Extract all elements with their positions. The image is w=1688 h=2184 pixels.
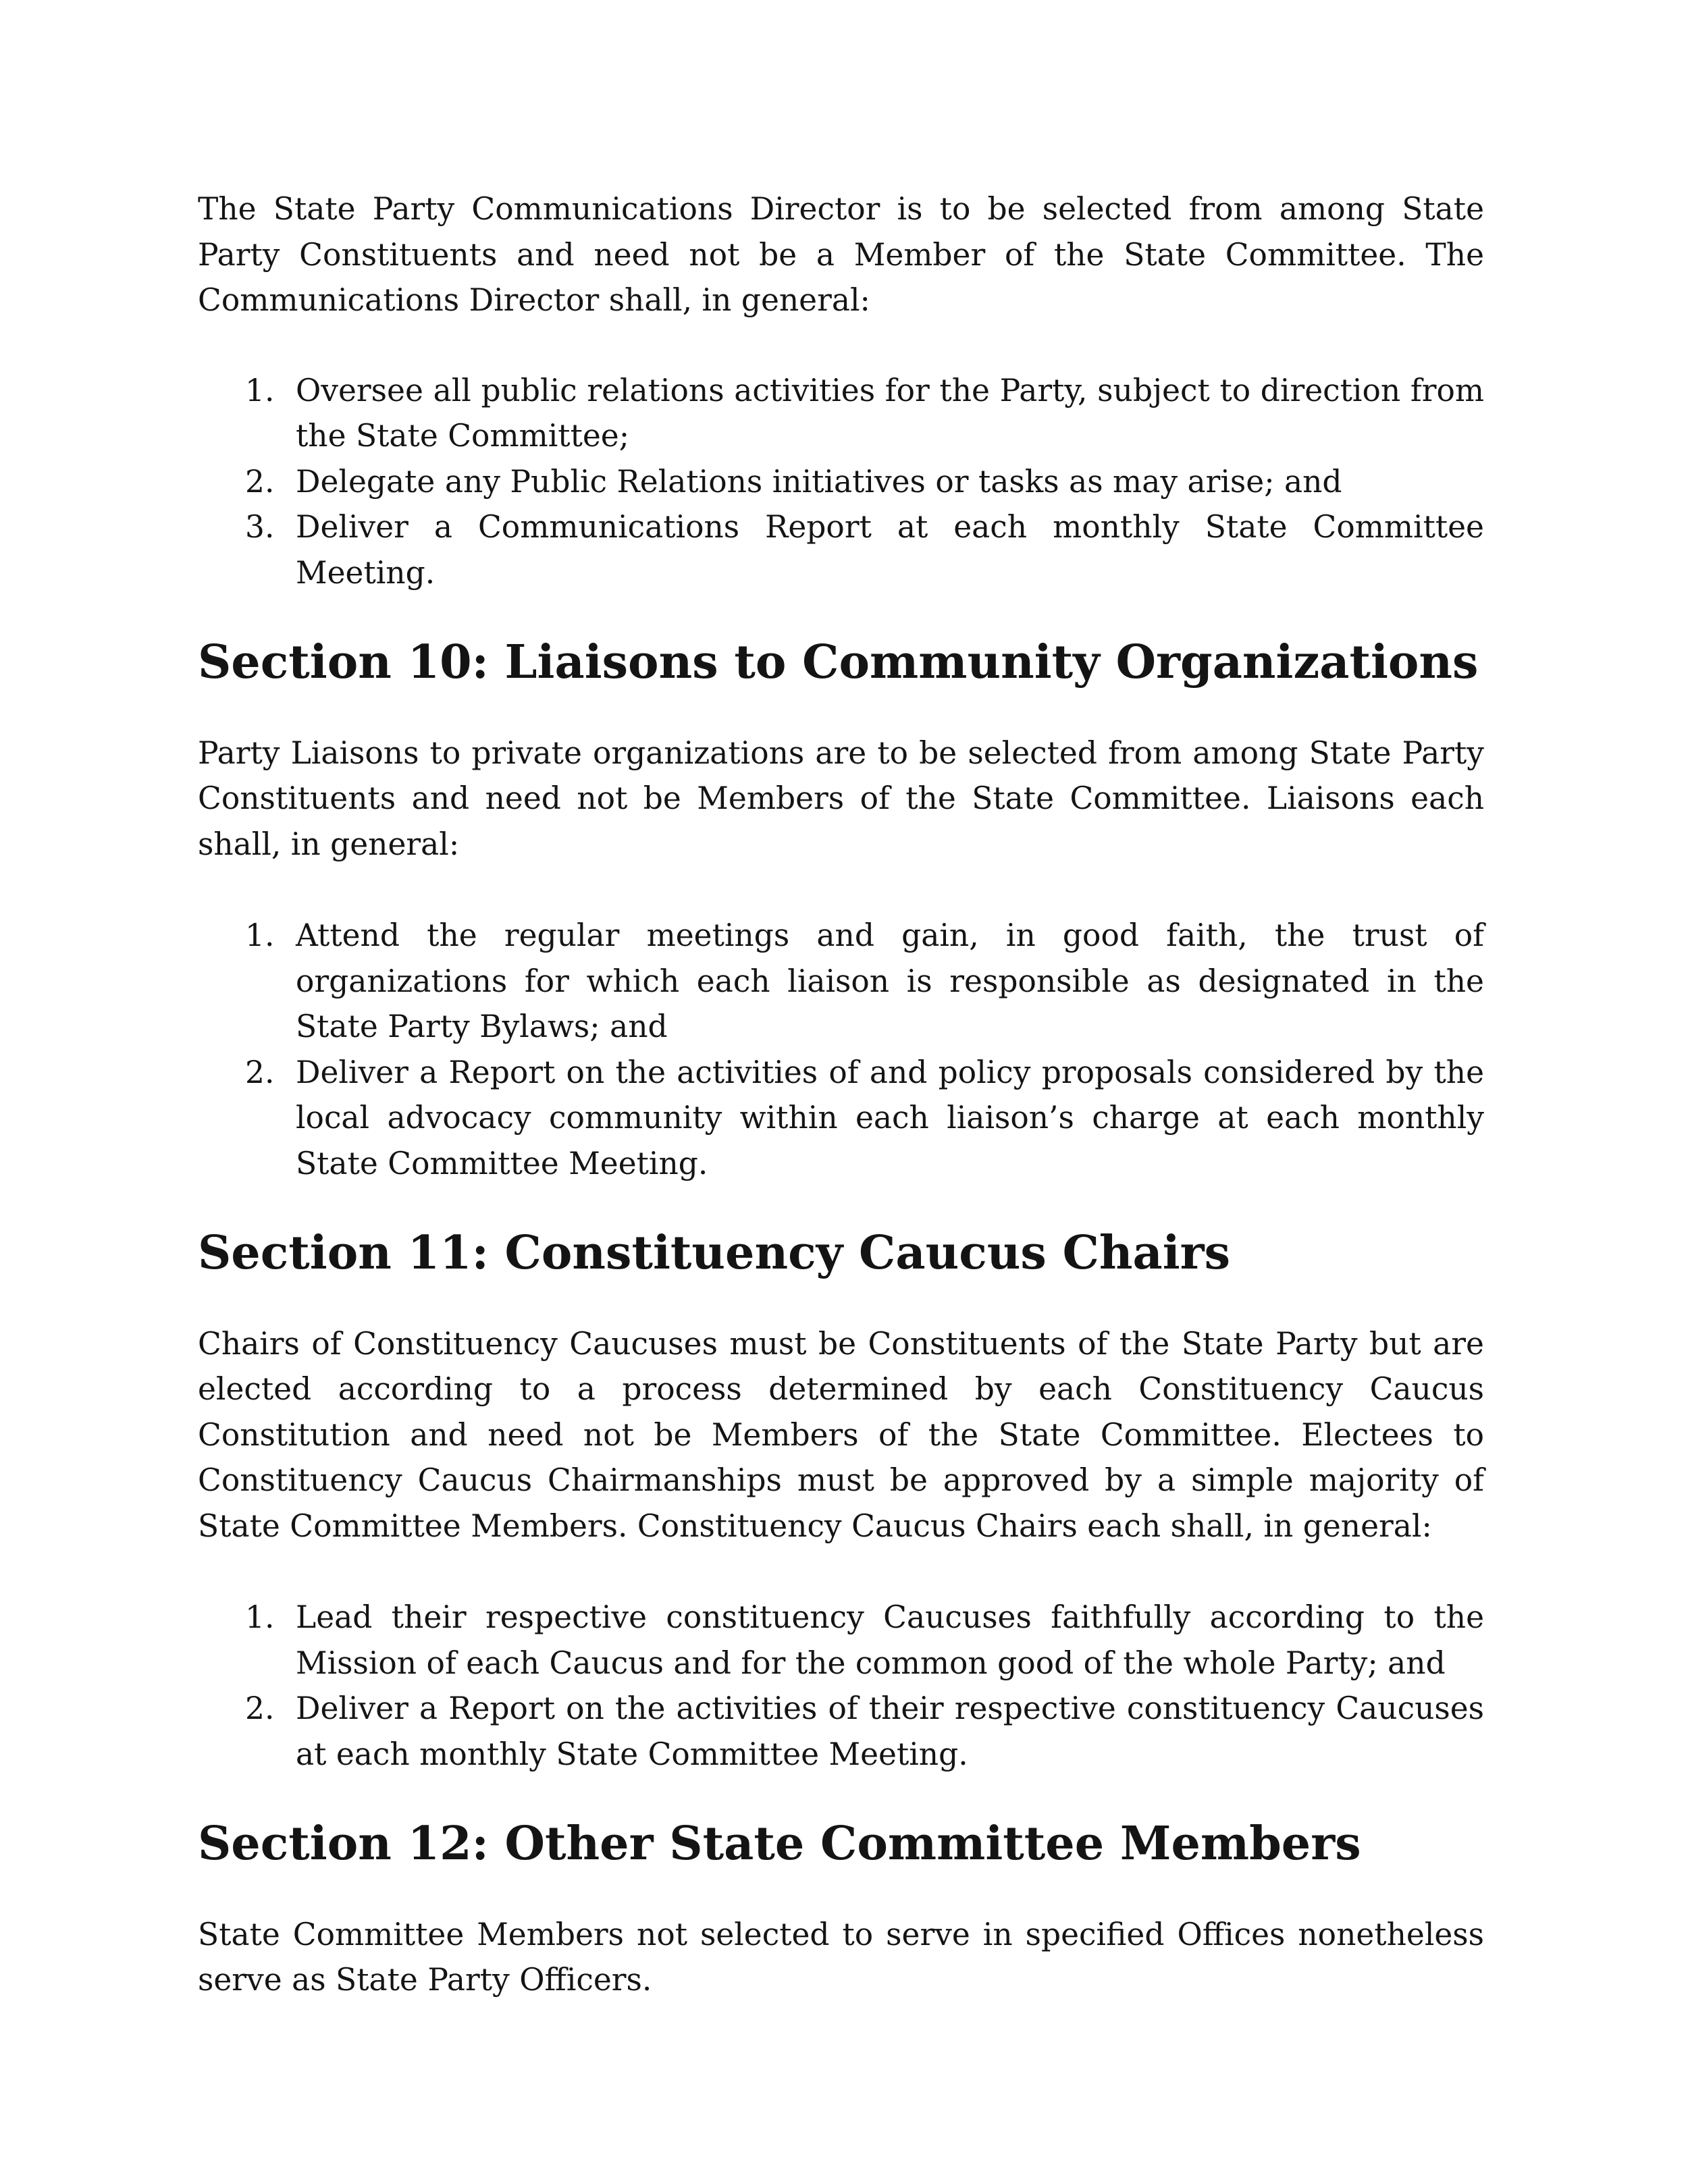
list-item-number: 1. bbox=[245, 372, 275, 408]
list-item bbox=[198, 459, 1484, 505]
section-11-heading: Section 11: Constituency Caucus Chairs bbox=[198, 1226, 1231, 1280]
list-item-text: Delegate any Public Relations initiatives or tasks as may arise; and bbox=[296, 463, 1342, 500]
section-10-heading: Section 10: Liaisons to Community Organizations bbox=[198, 635, 1479, 689]
list-item-text: Deliver a Report on the activities of their respective constituency Caucuses at each monthly State Committee Meeting. bbox=[296, 1690, 1484, 1772]
list-item-number: 2. bbox=[245, 463, 275, 500]
list-item-number: 3. bbox=[245, 509, 275, 545]
section-10-paragraph: Party Liaisons to private organizations are to be selected from among State Party Constituents and need not be Members of the State Committee. Liaisons each shall, in general: bbox=[198, 735, 1484, 862]
list-item bbox=[198, 1686, 1484, 1777]
caucus-chair-duties-list bbox=[198, 1595, 1484, 1777]
list-item-text: Deliver a Report on the activities of and policy proposals considered by the local advocacy community within each liaison’s charge at each monthly State Committee Meeting. bbox=[296, 1054, 1484, 1181]
list-item bbox=[198, 368, 1484, 459]
list-item bbox=[198, 504, 1484, 595]
list-item bbox=[198, 1595, 1484, 1686]
communications-director-paragraph: The State Party Communications Director is to be selected from among State Party Constituents and need not be a Member of the State Committee. The Communications Director shall, in general: bbox=[198, 191, 1484, 318]
list-item bbox=[198, 1050, 1484, 1187]
list-item-number: 2. bbox=[245, 1690, 275, 1726]
list-item-text: Oversee all public relations activities for the Party, subject to direction from the State Committee; bbox=[296, 372, 1484, 454]
list-item-number: 2. bbox=[245, 1054, 275, 1090]
liaison-duties-list bbox=[198, 913, 1484, 1186]
list-item-number: 1. bbox=[245, 917, 275, 953]
section-12-heading: Section 12: Other State Committee Members bbox=[198, 1817, 1361, 1871]
list-item-text: Lead their respective constituency Caucuses faithfully according to the Mission of each Caucus and for the common good of the whole Party; and bbox=[296, 1599, 1484, 1681]
list-item bbox=[198, 913, 1484, 1050]
section-12-paragraph: State Committee Members not selected to serve in specified Offices nonetheless serve as State Party Officers. bbox=[198, 1916, 1484, 1998]
document-page bbox=[198, 186, 1484, 2003]
section-11-paragraph: Chairs of Constituency Caucuses must be Constituents of the State Party but are elected according to a process determined by each Constituency Caucus Constitution and need not be Members of the State Committee. Electees to Constituency Caucus Chairmanships must be approved by a simple majority of State Committee Members. Constituency Caucus Chairs each shall, in general: bbox=[198, 1325, 1484, 1544]
list-item-text: Deliver a Communications Report at each monthly State Committee Meeting. bbox=[296, 509, 1484, 591]
list-item-number: 1. bbox=[245, 1599, 275, 1635]
communications-director-duties-list bbox=[198, 368, 1484, 596]
list-item-text: Attend the regular meetings and gain, in good faith, the trust of organizations for which each liaison is responsible as designated in the State Party Bylaws; and bbox=[296, 917, 1484, 1044]
